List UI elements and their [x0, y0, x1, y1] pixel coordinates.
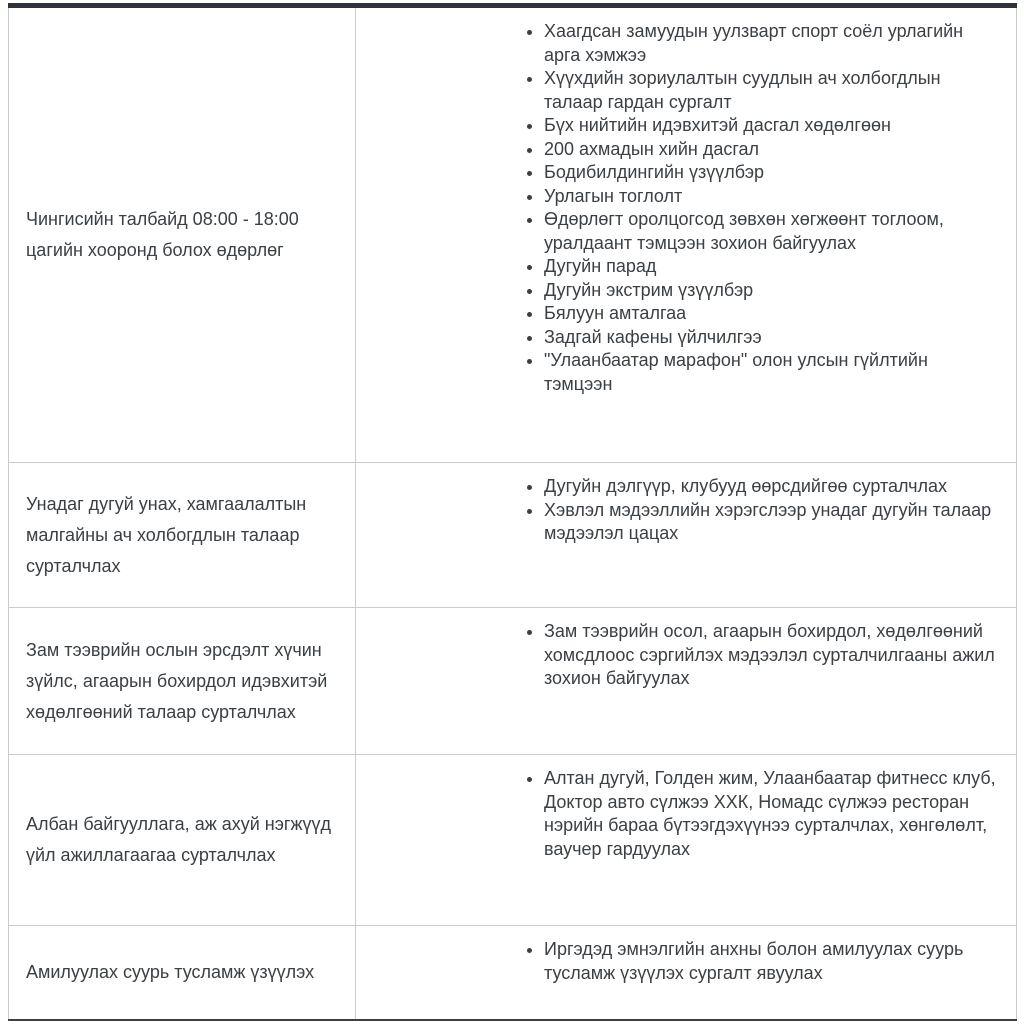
- details-cell: [356, 463, 1017, 608]
- activity-text: Албан байгууллага, аж ахуй нэгжүүд үйл ажиллагаагаа сурталчлах: [26, 814, 332, 865]
- table-row: [9, 926, 1017, 1020]
- details-list: [506, 767, 998, 861]
- detail-item: • Дугуйн парад: [544, 255, 998, 279]
- detail-item: • Хүүхдийн зориулалтын суудлын ач холбогдлын талаар гардан сургалт: [544, 67, 998, 114]
- activity-text: Зам тээврийн ослын эрсдэлт хүчин зүйлс, агаарын бохирдол идэвхитэй хөдөлгөөний талаар сурталчлах: [26, 639, 328, 722]
- details-cell: [356, 608, 1017, 755]
- detail-item: • Задгай кафены үйлчилгээ: [544, 326, 998, 350]
- detail-item: • Дугуйн экстрим үзүүлбэр: [544, 279, 998, 303]
- detail-item: • Өдөрлөгт оролцогсод зөвхөн хөгжөөнт тоглоом, уралдаант тэмцээн зохион байгуулах: [544, 208, 998, 255]
- events-table: [8, 3, 1017, 1021]
- details-list: [506, 20, 998, 396]
- detail-item: • Зам тээврийн осол, агаарын бохирдол, хөдөлгөөний хомсдлоос сэргийлэх мэдээлэл сурталчилгааны ажил зохион байгуулах: [544, 620, 998, 691]
- detail-item: • Иргэдэд эмнэлгийн анхны болон амилуулах суурь тусламж үзүүлэх сургалт явуулах: [544, 938, 998, 985]
- activity-cell: [9, 608, 356, 755]
- detail-item: • Хэвлэл мэдээллийн хэрэгслээр унадаг дугуйн талаар мэдээлэл цацах: [544, 499, 998, 546]
- activity-cell: [9, 463, 356, 608]
- detail-item: • Урлагын тоглолт: [544, 185, 998, 209]
- detail-item: • Бялуун амталгаа: [544, 302, 998, 326]
- details-list: [506, 475, 998, 546]
- detail-item: • Бодибилдингийн үзүүлбэр: [544, 161, 998, 185]
- activity-text: Чингисийн талбайд 08:00 - 18:00 цагийн хооронд болох өдөрлөг: [26, 209, 299, 260]
- activity-cell: [9, 6, 356, 463]
- detail-item: • Хаагдсан замуудын уулзварт спорт соёл урлагийн арга хэмжээ: [544, 20, 998, 67]
- details-cell: [356, 755, 1017, 926]
- activity-text: Амилуулах суурь тусламж үзүүлэх: [26, 961, 315, 982]
- table-body: [9, 6, 1017, 1020]
- details-list: [506, 620, 998, 691]
- detail-item: • Алтан дугуй, Голден жим, Улаанбаатар фитнесс клуб, Доктор авто сүлжээ ХХК, Номадс сүлжээ ресторан нэрийн бараа бүтээгдэхүүнээ сурталчлах, хөнгөлөлт, ваучер гардуулах: [544, 767, 998, 861]
- table-row: [9, 755, 1017, 926]
- details-list: [506, 938, 998, 985]
- activity-cell: [9, 755, 356, 926]
- detail-item: • Дугуйн дэлгүүр, клубууд өөрсдийгөө сурталчлах: [544, 475, 998, 499]
- details-cell: [356, 926, 1017, 1020]
- table-row: [9, 608, 1017, 755]
- detail-item: • Бүх нийтийн идэвхитэй дасгал хөдөлгөөн: [544, 114, 998, 138]
- activity-cell: [9, 926, 356, 1020]
- detail-item: • "Улаанбаатар марафон" олон улсын гүйлтийн тэмцээн: [544, 349, 998, 396]
- activity-text: Унадаг дугуй унах, хамгаалалтын малгайны ач холбогдлын талаар сурталчлах: [26, 493, 307, 576]
- detail-item: • 200 ахмадын хийн дасгал: [544, 138, 998, 162]
- table-row: [9, 6, 1017, 463]
- table-row: [9, 463, 1017, 608]
- details-cell: [356, 6, 1017, 463]
